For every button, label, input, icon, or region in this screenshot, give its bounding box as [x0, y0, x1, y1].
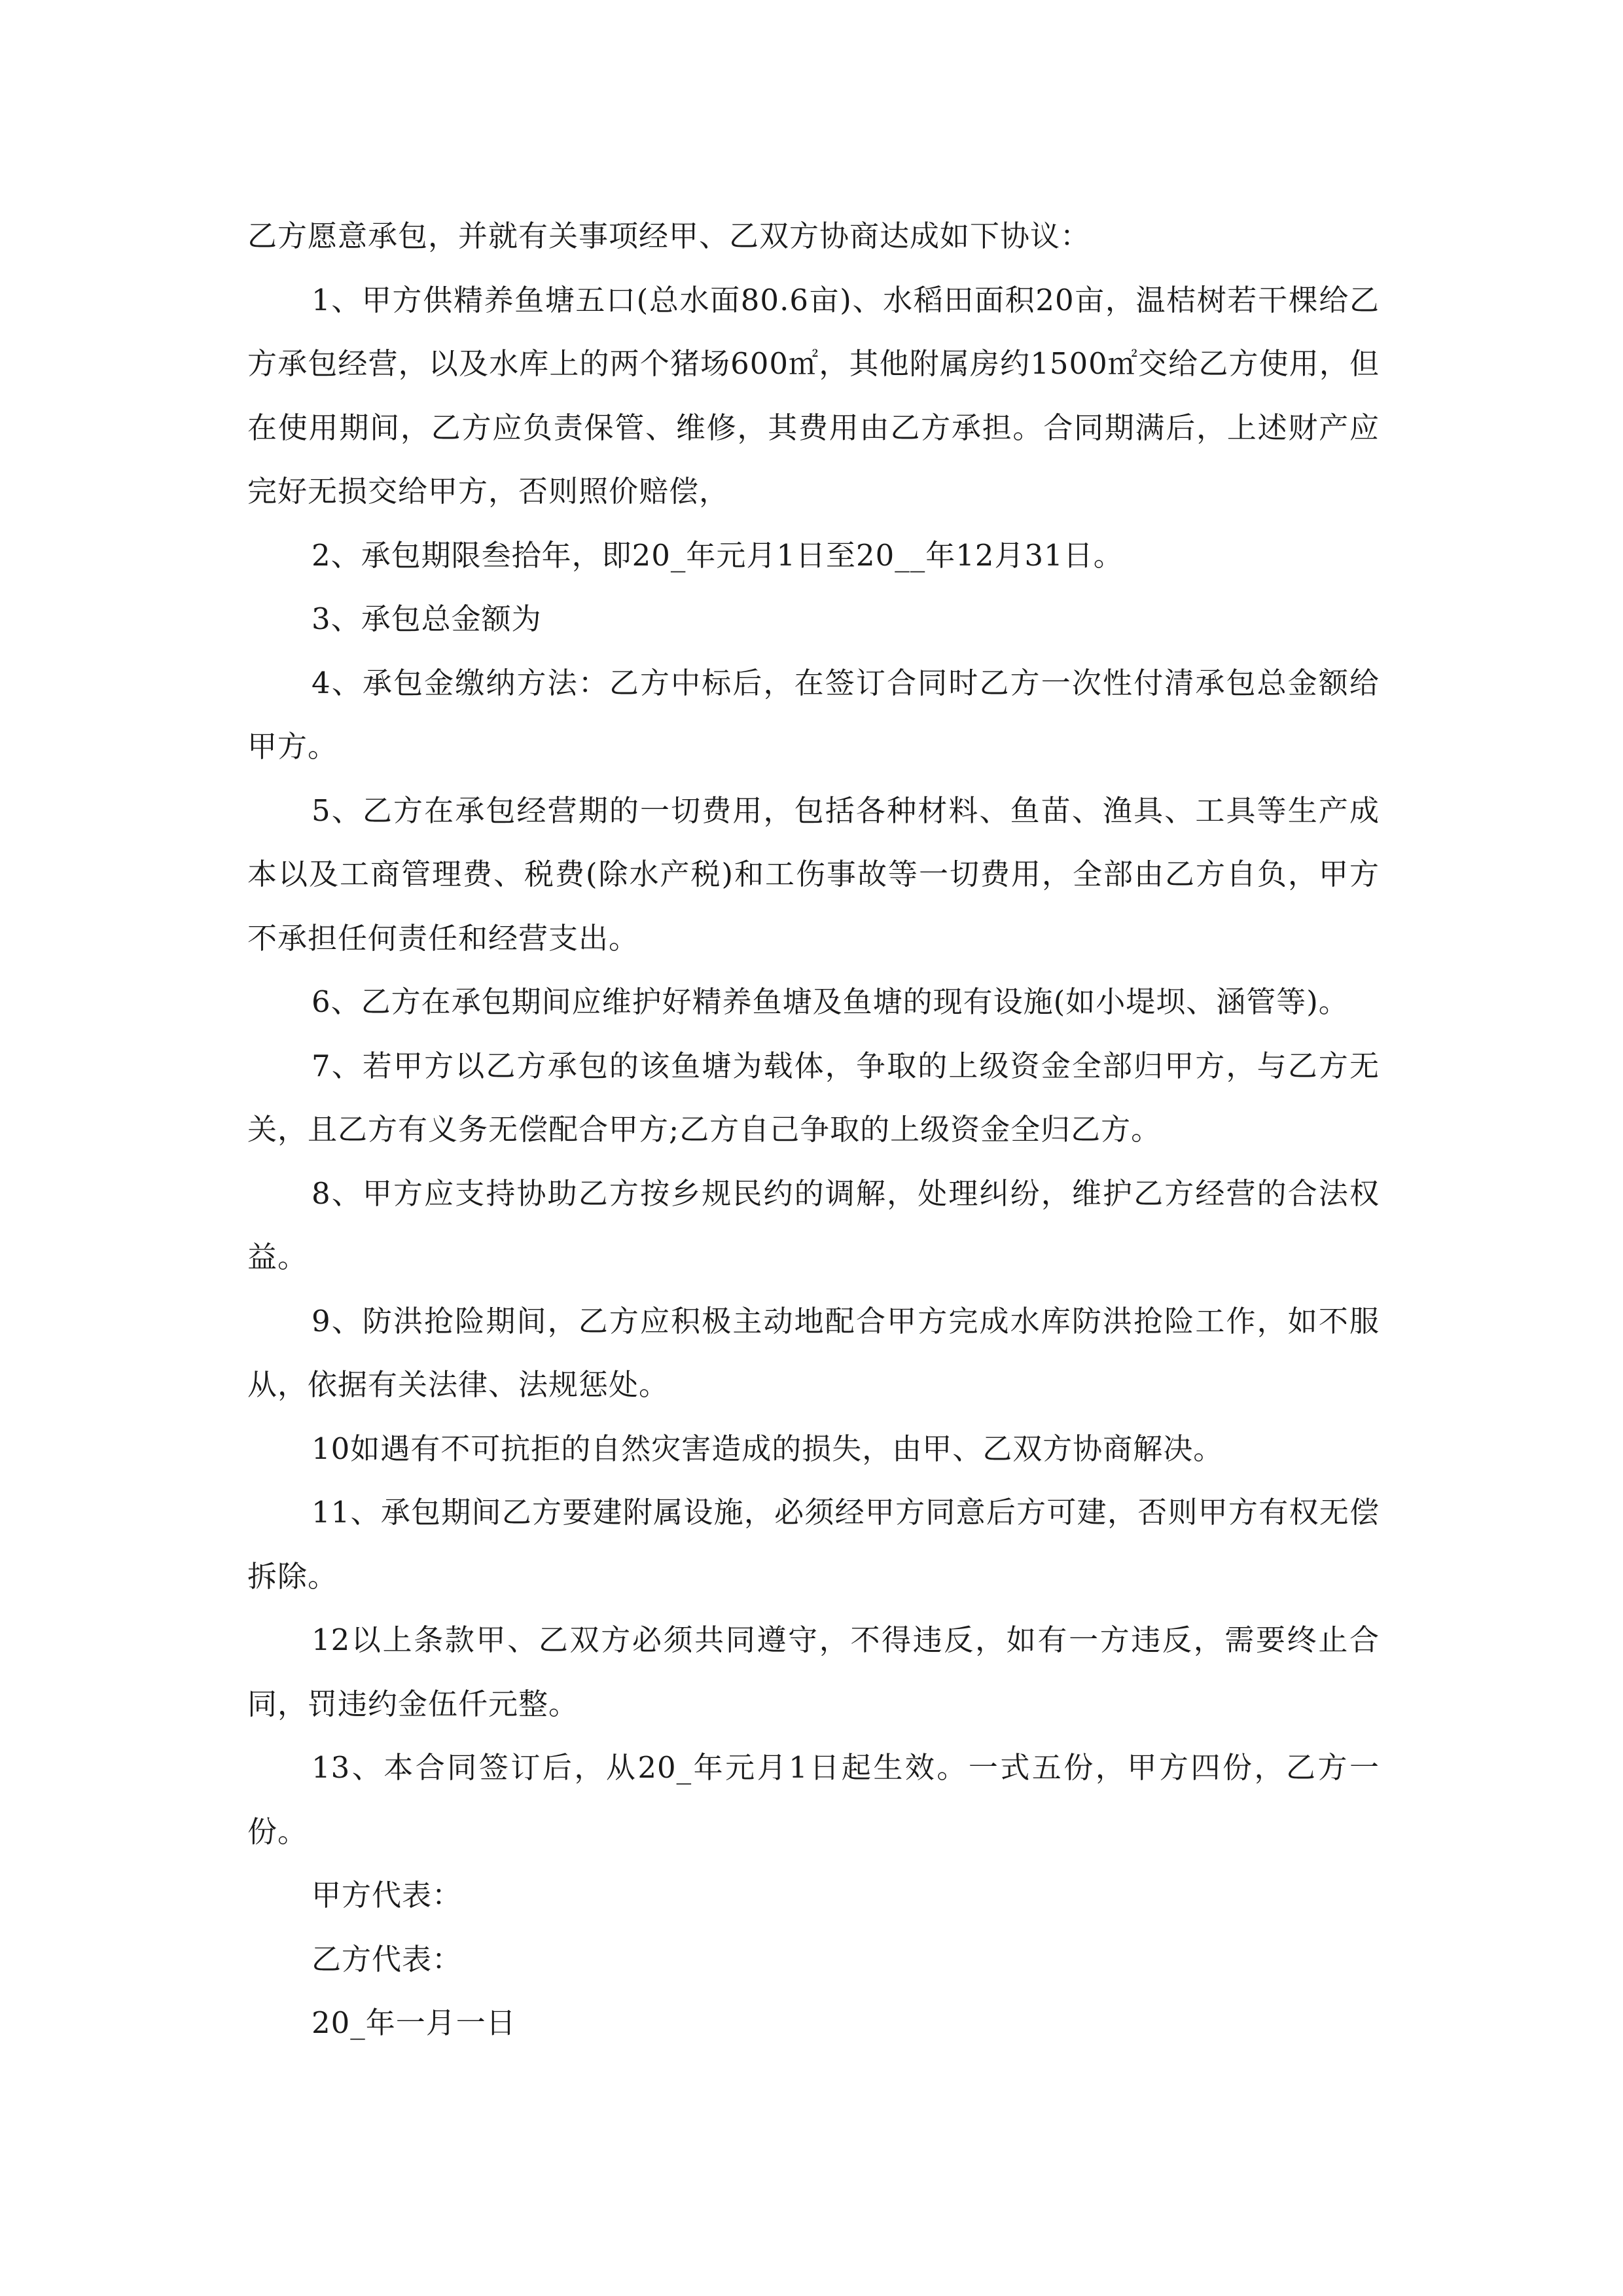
clause-4: 4、承包金缴纳方法：乙方中标后，在签订合同时乙方一次性付清承包总金额给甲方。 — [247, 665, 1380, 764]
clause-9: 9、防洪抢险期间，乙方应积极主动地配合甲方完成水库防洪抢险工作，如不服从，依据有关法律、法规惩处。 — [247, 1303, 1380, 1402]
clause-2: 2、承包期限叁拾年，即20_年元月1日至20__年12月31日。 — [312, 537, 1124, 573]
party-a-representative: 甲方代表： — [312, 1878, 463, 1912]
intro-paragraph: 乙方愿意承包，并就有关事项经甲、乙双方协商达成如下协议： — [247, 219, 1091, 253]
clause-6: 6、乙方在承包期间应维护好精养鱼塘及鱼塘的现有设施(如小堤坝、涵管等)。 — [312, 984, 1349, 1019]
clause-13: 13、本合同签订后，从20_年元月1日起生效。一式五份，甲方四份，乙方一份。 — [247, 1750, 1380, 1849]
clause-11: 11、承包期间乙方要建附属设施，必须经甲方同意后方可建，否则甲方有权无偿拆除。 — [247, 1495, 1380, 1594]
clause-7: 7、若甲方以乙方承包的该鱼塘为载体，争取的上级资金全部归甲方，与乙方无关，且乙方有义务无偿配合甲方;乙方自己争取的上级资金全归乙方。 — [247, 1048, 1380, 1147]
party-b-representative: 乙方代表： — [312, 1941, 463, 1977]
clause-8: 8、甲方应支持协助乙方按乡规民约的调解，处理纠纷，维护乙方经营的合法权益。 — [247, 1175, 1380, 1274]
clause-12: 12以上条款甲、乙双方必须共同遵守，不得违反，如有一方违反，需要终止合同，罚违约金伍仟元整。 — [247, 1623, 1380, 1721]
clause-5: 5、乙方在承包经营期的一切费用，包括各种材料、鱼苗、渔具、工具等生产成本以及工商管理费、税费(除水产税)和工伤事故等一切费用，全部由乙方自负，甲方不承担任何责任和经营支出。 — [247, 793, 1380, 956]
clause-1: 1、甲方供精养鱼塘五口(总水面80.6亩)、水稻田面积20亩，温桔树若干棵给乙方承包经营，以及水库上的两个猪场600㎡，其他附属房约1500㎡交给乙方使用，但在使用期间，乙方应负责保管、维修，其费用由乙方承担。合同期满后，上述财产应完好无损交给甲方，否则照价赔偿， — [247, 282, 1380, 509]
document-body — [247, 204, 1380, 2055]
clause-3: 3、承包总金额为 — [312, 601, 542, 636]
clause-10: 10如遇有不可抗拒的自然灾害造成的损失，由甲、乙双方协商解决。 — [312, 1431, 1224, 1466]
signing-date: 20_年一月一日 — [312, 2005, 516, 2040]
